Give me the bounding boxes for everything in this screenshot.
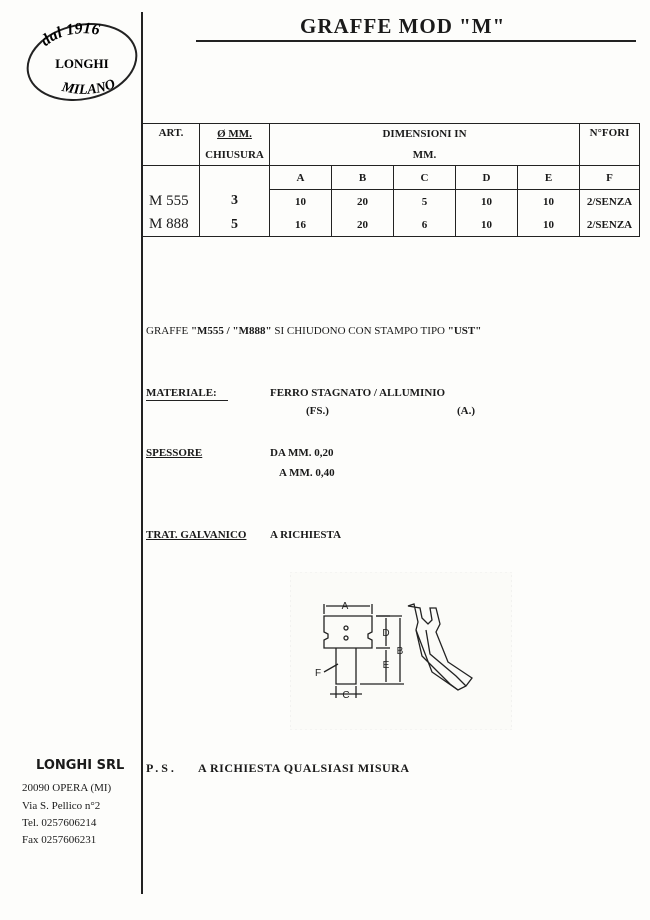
row-dim-c: 6 xyxy=(394,213,456,237)
row-code: M 888 xyxy=(143,213,200,237)
spessore-label: SPESSORE xyxy=(146,447,203,459)
row-dim-b: 20 xyxy=(332,213,394,237)
header-closure: CHIUSURA xyxy=(200,144,270,166)
row-dim-d: 10 xyxy=(456,213,518,237)
row-dim-a: 10 xyxy=(270,190,332,214)
ps-text: A RICHIESTA QUALSIASI MISURA xyxy=(198,761,410,775)
letter-e: E xyxy=(518,166,580,190)
row-fori: 2/SENZA xyxy=(580,190,640,214)
logo-name: LONGHI xyxy=(55,56,109,71)
spessore-to: A MM. 0,40 xyxy=(279,467,335,479)
materiale-value: FERRO STAGNATO / ALLUMINIO xyxy=(270,387,446,399)
trattamento-value: A RICHIESTA xyxy=(270,529,342,541)
drawing-label-a: A xyxy=(341,601,349,612)
row-dim-e: 10 xyxy=(518,213,580,237)
materiale-label: MATERIALE: xyxy=(146,387,228,401)
row-dim-c: 5 xyxy=(394,190,456,214)
letter-c: C xyxy=(394,166,456,190)
row-fori: 2/SENZA xyxy=(580,213,640,237)
table-row xyxy=(143,190,640,214)
header-dimensions: DIMENSIONI IN xyxy=(270,124,580,145)
trattamento-label: TRAT. GALVANICO xyxy=(146,529,247,541)
header-diameter: Ø MM. xyxy=(200,124,270,145)
table-row xyxy=(143,213,640,237)
page-title: GRAFFE MOD "M" xyxy=(300,14,506,38)
spec-table xyxy=(142,123,640,237)
drawing-label-e: E xyxy=(382,660,390,671)
row-closure: 5 xyxy=(200,213,270,237)
company-street: Via S. Pellico n°2 xyxy=(22,800,101,812)
staple-technical-drawing xyxy=(290,572,512,730)
header-dimensions-unit: MM. xyxy=(270,144,580,166)
company-name: LONGHI SRL xyxy=(36,758,125,773)
ps-label: P.S. xyxy=(146,761,177,775)
drawing-label-d: D xyxy=(382,628,390,639)
letter-d: D xyxy=(456,166,518,190)
company-tel: Tel. 0257606214 xyxy=(22,817,97,829)
row-dim-d: 10 xyxy=(456,190,518,214)
company-seal-logo xyxy=(22,20,142,104)
letter-f: F xyxy=(580,166,640,190)
header-fori: N°FORI xyxy=(580,124,640,166)
logo-city: MILANO xyxy=(60,76,118,98)
company-fax: Fax 0257606231 xyxy=(22,834,97,846)
closing-note: GRAFFE "M555 / "M888" SI CHIUDONO CON STAMPO TIPO "UST" xyxy=(146,325,482,337)
spessore-from: DA MM. 0,20 xyxy=(270,447,334,459)
letter-b: B xyxy=(332,166,394,190)
drawing-label-c: C xyxy=(342,690,350,701)
drawing-label-b: B xyxy=(396,646,404,657)
title-underline xyxy=(196,40,636,42)
row-closure: 3 xyxy=(200,190,270,214)
drawing-label-f: F xyxy=(314,668,322,679)
row-dim-a: 16 xyxy=(270,213,332,237)
letter-a: A xyxy=(270,166,332,190)
row-code: M 555 xyxy=(143,190,200,214)
row-dim-b: 20 xyxy=(332,190,394,214)
materiale-abbr-fs: (FS.) xyxy=(306,405,329,417)
logo-year: dal 1916 xyxy=(37,20,102,50)
row-dim-e: 10 xyxy=(518,190,580,214)
materiale-abbr-a: (A.) xyxy=(457,405,476,417)
company-city: 20090 OPERA (MI) xyxy=(22,782,112,794)
header-art: ART. xyxy=(143,124,200,166)
